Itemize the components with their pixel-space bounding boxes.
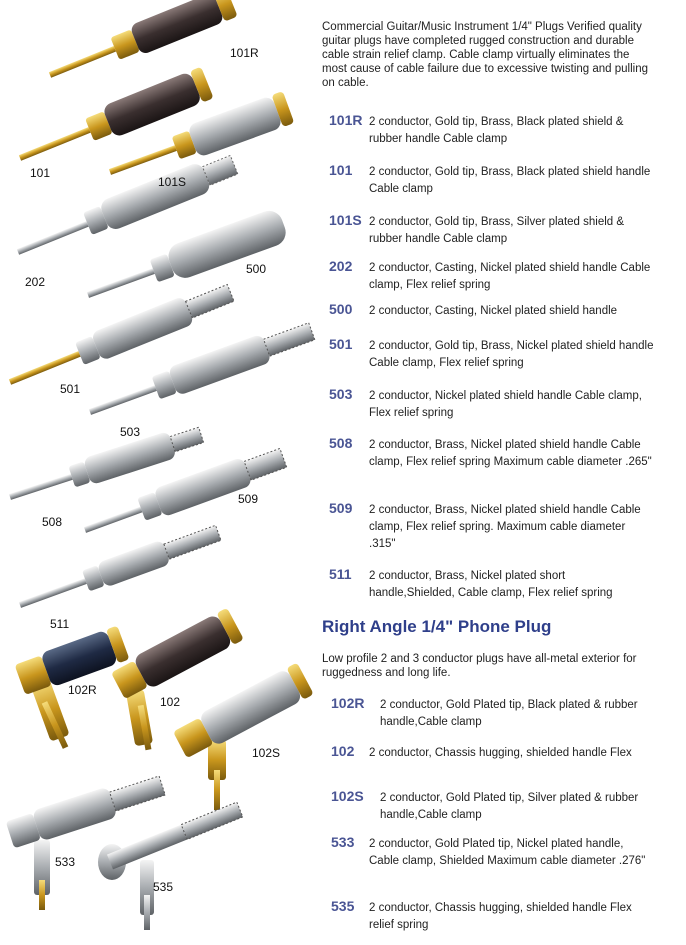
image-label-501: 501 bbox=[60, 382, 81, 396]
product-descriptions bbox=[322, 0, 662, 940]
product-code: 501 bbox=[329, 336, 353, 352]
image-label-101S: 101S bbox=[158, 175, 187, 189]
plug-illustrations bbox=[0, 0, 310, 940]
product-code: 533 bbox=[331, 834, 355, 850]
right-angle-intro: Low profile 2 and 3 conductor plugs have all-metal exterior for ruggedness and long life. bbox=[322, 653, 637, 679]
image-label-509: 509 bbox=[238, 492, 259, 506]
image-label-500: 500 bbox=[246, 262, 267, 276]
image-label-102: 102 bbox=[160, 695, 181, 709]
product-description: 2 conductor, Chassis hugging, shielded handle Flex bbox=[369, 747, 632, 759]
product-description: 2 conductor, Gold tip, Brass, Black plated shield & rubber handle Cable clamp bbox=[369, 116, 624, 145]
product-description: 2 conductor, Gold Plated tip, Silver plated & rubber handle,Cable clamp bbox=[380, 792, 639, 821]
product-code: 101R bbox=[329, 112, 363, 128]
product-code: 509 bbox=[329, 500, 353, 516]
intro-paragraph: Commercial Guitar/Music Instrument 1/4" Plugs Verified quality guitar plugs have completed rugged construction and durable cable strain relief clamp. Cable clamp virtually eliminates the most cause of cable failure due to excessive twisting and pulling on cable. bbox=[322, 21, 649, 89]
right-angle-section-title: Right Angle 1/4" Phone Plug bbox=[322, 617, 552, 636]
product-description: 2 conductor, Nickel plated shield handle Cable clamp, Flex relief spring bbox=[369, 390, 642, 419]
image-label-102S: 102S bbox=[252, 746, 281, 760]
image-label-503: 503 bbox=[120, 425, 141, 439]
image-label-101: 101 bbox=[30, 166, 51, 180]
image-label-202: 202 bbox=[25, 275, 46, 289]
image-label-508: 508 bbox=[42, 515, 63, 529]
image-label-511: 511 bbox=[50, 617, 70, 631]
image-label-101R: 101R bbox=[230, 46, 259, 60]
product-description: 2 conductor, Chassis hugging, shielded handle Flex relief spring bbox=[369, 902, 632, 931]
product-description: 2 conductor, Gold tip, Brass, Black plated shield handle Cable clamp bbox=[369, 166, 651, 195]
product-description: 2 conductor, Gold Plated tip, Black plated & rubber handle,Cable clamp bbox=[380, 699, 638, 728]
product-description: 2 conductor, Gold tip, Brass, Silver plated shield & rubber handle Cable clamp bbox=[369, 216, 625, 245]
product-description: 2 conductor, Brass, Nickel plated short handle,Shielded, Cable clamp, Flex relief spring bbox=[369, 570, 613, 599]
product-description: 2 conductor, Gold Plated tip, Nickel plated handle, Cable clamp, Shielded Maximum cable diameter .276" bbox=[369, 838, 646, 867]
image-label-535: 535 bbox=[153, 880, 174, 894]
product-code: 101 bbox=[329, 162, 353, 178]
product-code: 101S bbox=[329, 212, 362, 228]
product-description: 2 conductor, Brass, Nickel plated shield handle Cable clamp, Flex relief spring. Maximum cable diameter .315" bbox=[369, 504, 641, 550]
product-code: 102S bbox=[331, 788, 364, 804]
plug-511-image bbox=[16, 521, 223, 618]
image-label-102R: 102R bbox=[68, 683, 97, 697]
plug-101R-image bbox=[44, 0, 238, 90]
product-description: 2 conductor, Casting, Nickel plated shield handle Cable clamp, Flex relief spring bbox=[369, 262, 651, 291]
product-code: 500 bbox=[329, 301, 353, 317]
image-label-533: 533 bbox=[55, 855, 76, 869]
plugs-drawing bbox=[0, 0, 310, 940]
product-code: 511 bbox=[329, 566, 352, 582]
product-code: 535 bbox=[331, 898, 355, 914]
plug-102S-image bbox=[172, 662, 314, 810]
product-description: 2 conductor, Casting, Nickel plated shield handle bbox=[369, 305, 618, 317]
product-code: 102R bbox=[331, 695, 365, 711]
product-code: 508 bbox=[329, 435, 353, 451]
product-description: 2 conductor, Brass, Nickel plated shield handle Cable clamp, Flex relief spring Maximum cable diameter .265" bbox=[369, 439, 652, 468]
product-description: 2 conductor, Gold tip, Brass, Nickel plated shield handle Cable clamp, Flex relief spring bbox=[369, 340, 654, 369]
plug-535-image bbox=[98, 802, 243, 930]
product-code: 202 bbox=[329, 258, 353, 274]
product-code: 503 bbox=[329, 386, 353, 402]
product-code: 102 bbox=[331, 743, 355, 759]
